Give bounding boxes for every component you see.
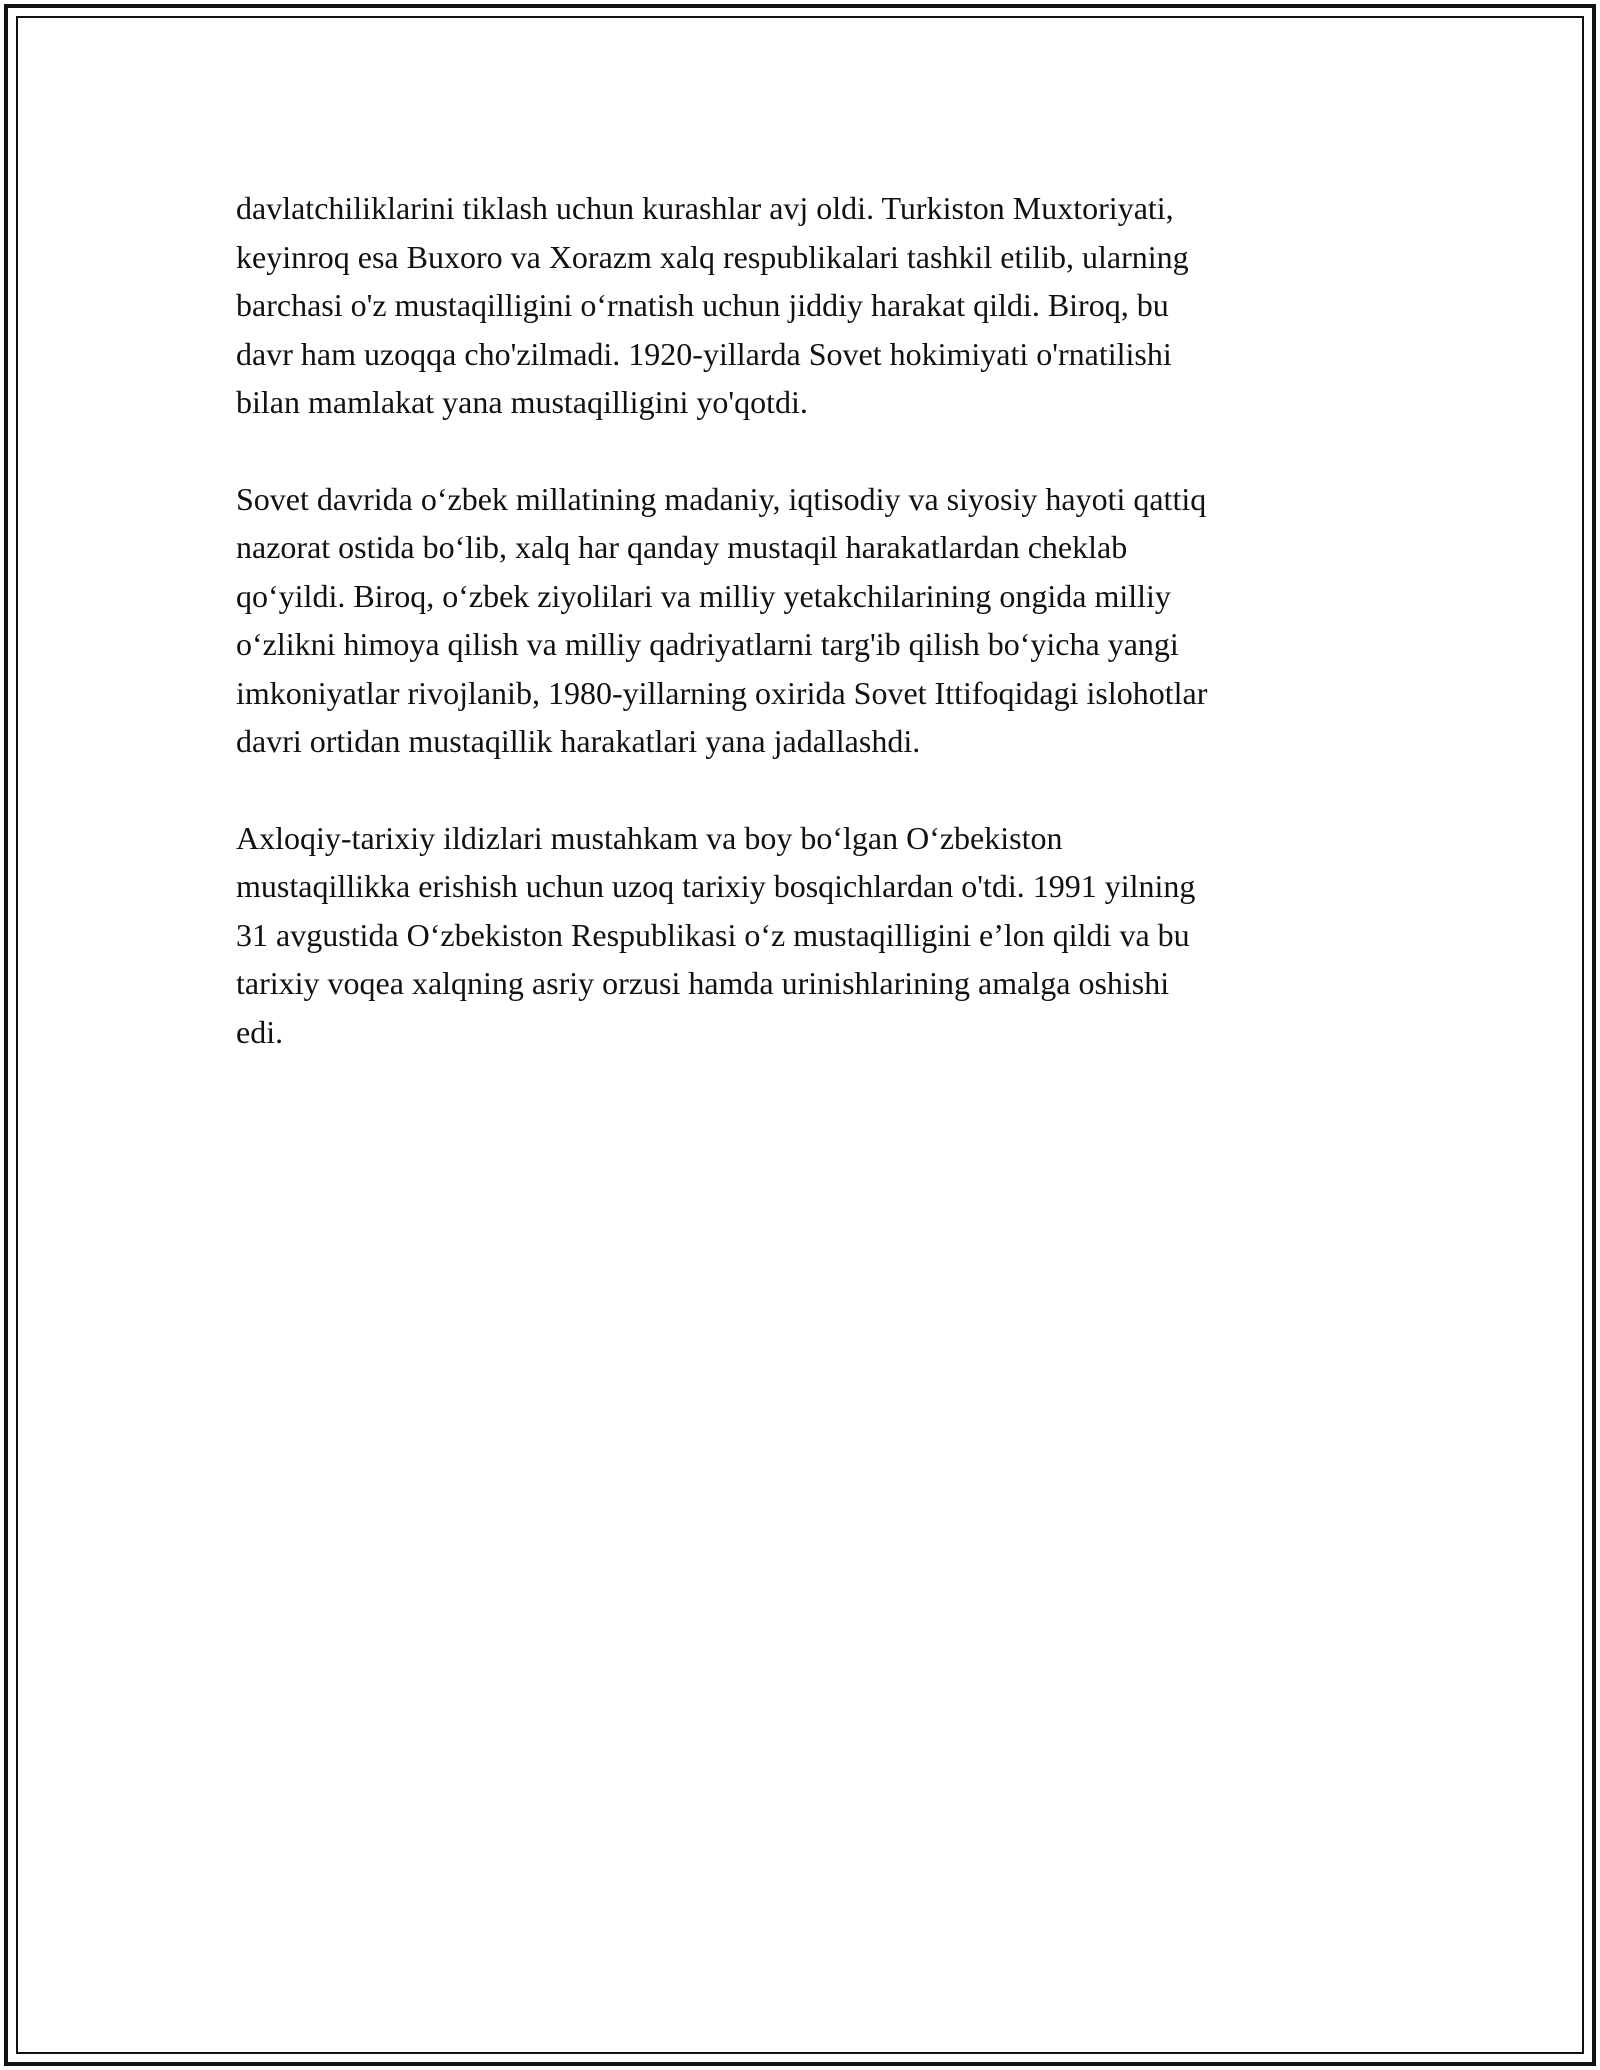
text-line: bilan mamlakat yana mustaqilligini yo'qotdi. bbox=[236, 384, 808, 420]
text-line: davlatchiliklarini tiklash uchun kurashlar avj oldi. Turkiston Muxtoriyati, bbox=[236, 190, 1174, 226]
text-line: Axloqiy-tarixiy ildizlari mustahkam va boy bo‘lgan O‘zbekiston bbox=[236, 819, 1063, 856]
text-line: davr ham uzoqqa cho'zilmadi. 1920-yillarda Sovet hokimiyati o'rnatilishi bbox=[236, 335, 1172, 372]
text-line: tarixiy voqea xalqning asriy orzusi hamda urinishlarining amalga oshishi bbox=[236, 965, 1170, 1001]
text-line: Sovet davrida o‘zbek millatining madaniy, iqtisodiy va siyosiy hayoti qattiq bbox=[236, 480, 1207, 517]
text-line: 31 avgustida O‘zbekiston Respublikasi o‘z mustaqilligini e’lon qildi va bu bbox=[236, 916, 1190, 953]
text-line: edi. bbox=[236, 1013, 284, 1050]
paragraph-1 bbox=[236, 184, 1376, 427]
paragraph-3 bbox=[236, 814, 1376, 1057]
text-line: davri ortidan mustaqillik harakatlari yana jadallashdi. bbox=[236, 723, 921, 759]
text-line: barchasi o'z mustaqilligini o‘rnatish uchun jiddiy harakat qildi. Biroq, bu bbox=[236, 287, 1169, 323]
text-line: keyinroq esa Buxoro va Xorazm xalq respublikalari tashkil etilib, ularning bbox=[236, 238, 1189, 275]
document-body bbox=[236, 184, 1376, 1104]
text-line: nazorat ostida bo‘lib, xalq har qanday mustaqil harakatlardan cheklab bbox=[236, 529, 1128, 565]
text-line: o‘zlikni himoya qilish va milliy qadriyatlarni targ'ib qilish bo‘yicha yangi bbox=[236, 626, 1179, 662]
text-line: imkoniyatlar rivojlanib, 1980-yillarning oxirida Sovet Ittifoqidagi islohotlar bbox=[236, 674, 1208, 711]
paragraph-2 bbox=[236, 475, 1376, 766]
text-line: mustaqillikka erishish uchun uzoq tarixiy bosqichlardan o'tdi. 1991 yilning bbox=[236, 868, 1196, 904]
text-line: qo‘yildi. Biroq, o‘zbek ziyolilari va milliy yetakchilarining ongida milliy bbox=[236, 577, 1171, 614]
